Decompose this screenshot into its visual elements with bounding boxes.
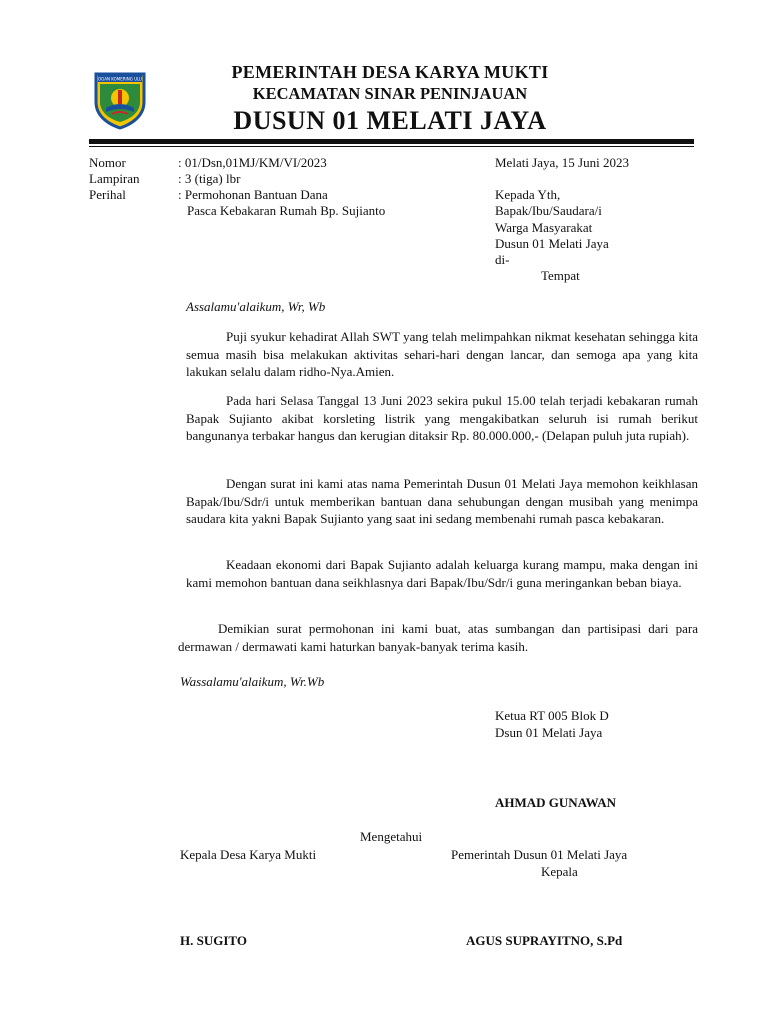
recipient-line-6: Tempat <box>541 268 580 283</box>
header-government: PEMERINTAH DESA KARYA MUKTI <box>231 62 549 82</box>
regency-logo <box>92 68 148 130</box>
perihal-value-2: Pasca Kebakaran Rumah Bp. Sujianto <box>187 203 386 218</box>
lampiran-label: Lampiran <box>89 171 140 186</box>
recipient-line-2: Bapak/Ibu/Saudara/i <box>495 203 602 218</box>
paragraph-1: Puji syukur kehadirat Allah SWT yang telah melimpahkan nikmat kesehatan sehingga kita semua masih bisa melakukan aktivitas sehari-hari dengan lancar, dan semoga apa yang kita lakukan selalu dalam ridho-Nya.Amien. <box>186 329 698 379</box>
recipient-line-1: Kepada Yth, <box>495 187 561 202</box>
perihal-label: Perihal <box>89 187 126 202</box>
rt-title-1: Ketua RT 005 Blok D <box>495 708 609 723</box>
paragraph-5: Demikian surat permohonan ini kami buat, atas sumbangan dan partisipasi dari para dermawan / dermawati kami haturkan banyak-banyak terima kasih. <box>178 621 698 654</box>
kadus-title-1: Pemerintah Dusun 01 Melati Jaya <box>451 847 628 862</box>
kadus-name: AGUS SUPRAYITNO, S.Pd <box>466 933 623 948</box>
closing: Wassalamu'alaikum, Wr.Wb <box>180 674 325 689</box>
mengetahui-label: Mengetahui <box>360 829 423 844</box>
header-district: KECAMATAN SINAR PENINJAUAN <box>252 84 528 103</box>
paragraph-2: Pada hari Selasa Tanggal 13 Juni 2023 sekira pukul 15.00 telah terjadi kebakaran rumah Bapak Sujianto akibat korsleting listrik yang mengakibatkan seluruh isi rumah berikut bangunanya terbakar hangus dan kerugian ditaksir Rp. 80.000.000,- (Delapan puluh juta rupiah). <box>186 393 698 443</box>
greeting: Assalamu'alaikum, Wr, Wb <box>186 299 326 314</box>
header-rule-thick <box>89 139 694 144</box>
perihal-value-1: : Permohonan Bantuan Dana <box>178 187 328 202</box>
lampiran-value: : 3 (tiga) lbr <box>178 171 241 186</box>
nomor-value: : 01/Dsn,01MJ/KM/VI/2023 <box>178 155 327 170</box>
recipient-line-3: Warga Masyarakat <box>495 220 593 235</box>
paragraph-3: Dengan surat ini kami atas nama Pemerintah Dusun 01 Melati Jaya memohon keikhlasan Bapak/Ibu/Sdr/i untuk memberikan bantuan dana sehubungan dengan musibah yang menimpa saudara kita yakni Bapak Sujianto yang saat ini sedang membenahi rumah pasca kebakaran. <box>186 476 698 526</box>
kadus-title-2: Kepala <box>541 864 578 879</box>
kades-name: H. SUGITO <box>180 933 247 948</box>
letter-date: Melati Jaya, 15 Juni 2023 <box>495 155 629 170</box>
header-rule-thin <box>89 146 694 147</box>
logo-text: OGAN KOMERING ULU <box>98 76 142 82</box>
nomor-label: Nomor <box>89 155 126 170</box>
header-hamlet: DUSUN 01 MELATI JAYA <box>233 106 547 135</box>
kades-title: Kepala Desa Karya Mukti <box>180 847 317 862</box>
rt-title-2: Dsun 01 Melati Jaya <box>495 725 603 740</box>
paragraph-4: Keadaan ekonomi dari Bapak Sujianto adalah keluarga kurang mampu, maka dengan ini kami memohon bantuan dana seikhlasnya dari Bapak/Ibu/Sdr/i guna meringankan beban biaya. <box>186 557 698 590</box>
recipient-line-4: Dusun 01 Melati Jaya <box>495 236 609 251</box>
recipient-line-5: di- <box>495 252 510 267</box>
rt-name: AHMAD GUNAWAN <box>495 795 616 810</box>
